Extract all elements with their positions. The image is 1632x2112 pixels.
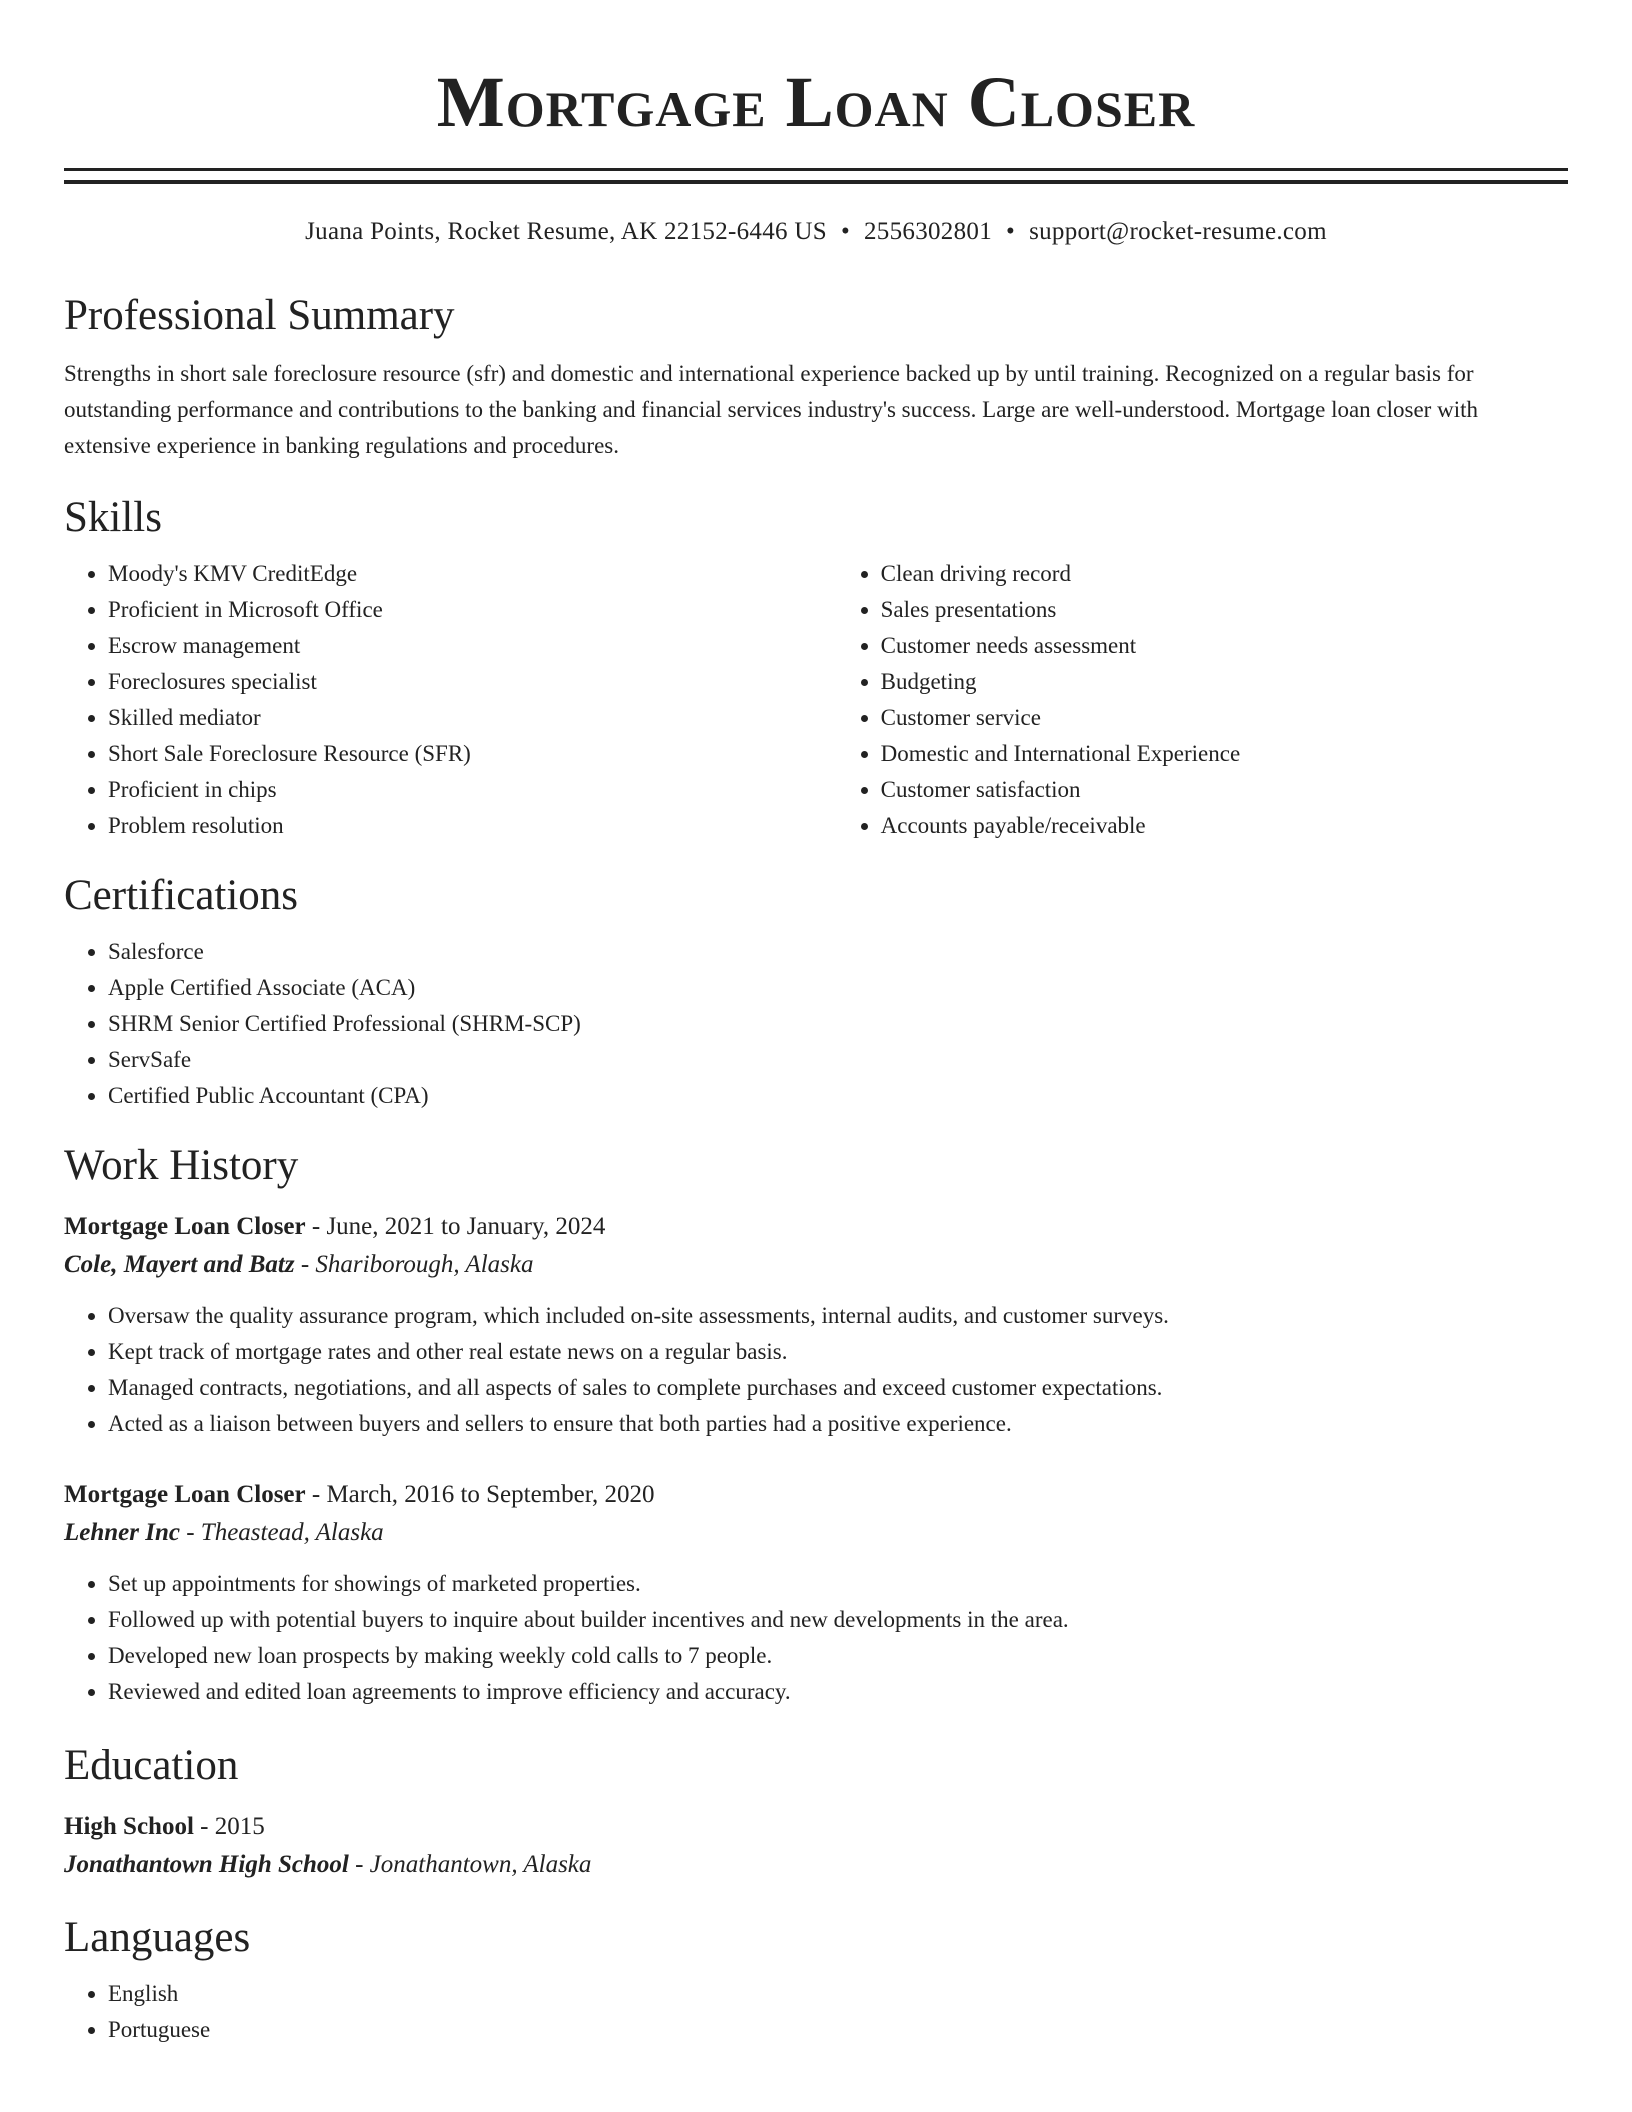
skill-item: • Customer satisfaction (881, 772, 1568, 808)
company-name: Lehner Inc (64, 1519, 180, 1546)
contact-separator: • (1006, 218, 1016, 245)
skill-item: • Foreclosures specialist (108, 664, 837, 700)
skill-item: • Skilled mediator (108, 700, 837, 736)
job-bullet: • Managed contracts, negotiations, and all aspects of sales to complete purchases and exceed customer expectations. (108, 1370, 1568, 1406)
skills-columns (64, 556, 1568, 844)
skills-list-right (837, 556, 1568, 844)
certifications-heading: Certifications (64, 872, 299, 919)
skill-item: • Problem resolution (108, 808, 837, 844)
job-bullets (64, 1566, 1568, 1710)
company-name: Cole, Mayert and Batz (64, 1251, 295, 1278)
job-bullet: • Reviewed and edited loan agreements to improve efficiency and accuracy. (108, 1674, 1568, 1710)
contact-email: support@rocket-resume.com (1029, 218, 1327, 245)
job-title-line (64, 1208, 1568, 1246)
languages-list (64, 1976, 1568, 2048)
skill-item: • Moody's KMV CreditEdge (108, 556, 837, 592)
job-bullet: • Followed up with potential buyers to inquire about builder incentives and new developments in the area. (108, 1602, 1568, 1638)
school-name: Jonathantown High School (64, 1851, 349, 1878)
skill-item: • Customer needs assessment (881, 628, 1568, 664)
job-title: Mortgage Loan Closer (64, 1481, 306, 1508)
graduation-year: - 2015 (193, 1813, 265, 1840)
education-section (64, 1738, 1568, 1884)
summary-section (64, 288, 1568, 464)
job-dates: - March, 2016 to September, 2020 (305, 1481, 655, 1508)
language-item: • Portuguese (108, 2012, 1568, 2048)
summary-text: Strengths in short sale foreclosure resource (sfr) and domestic and international experience backed up by until training. Recognized on a regular basis for outstanding performance and contributions to the banking and financial services industry's success. Large are well-understood. Mortgage loan closer with extensive experience in banking regulations and procedures. (64, 361, 1478, 458)
company-location: - Shariborough, Alaska (294, 1251, 534, 1278)
skill-item: • Proficient in Microsoft Office (108, 592, 837, 628)
languages-section (64, 1910, 1568, 2048)
company-line (64, 1514, 1568, 1552)
skills-list-left (64, 556, 837, 844)
skill-item: • Customer service (881, 700, 1568, 736)
degree-line (64, 1808, 1568, 1846)
job-title-line (64, 1476, 1568, 1514)
certification-item: • ServSafe (108, 1042, 1568, 1078)
contact-address: Juana Points, Rocket Resume, AK 22152-6446 US (305, 218, 827, 245)
skill-item: • Short Sale Foreclosure Resource (SFR) (108, 736, 837, 772)
certification-item: • Apple Certified Associate (ACA) (108, 970, 1568, 1006)
certification-item: • Salesforce (108, 934, 1568, 970)
school-line (64, 1846, 1568, 1884)
work-history-heading: Work History (64, 1142, 299, 1189)
skill-item: • Domestic and International Experience (881, 736, 1568, 772)
language-item: • English (108, 1976, 1568, 2012)
skill-item: • Escrow management (108, 628, 837, 664)
education-heading: Education (64, 1742, 239, 1789)
certifications-list (64, 934, 1568, 1114)
certification-item: • SHRM Senior Certified Professional (SHRM-SCP) (108, 1006, 1568, 1042)
job-bullet: • Oversaw the quality assurance program, which included on-site assessments, internal audits, and customer surveys. (108, 1298, 1568, 1334)
contact-phone: 2556302801 (864, 218, 992, 245)
contact-separator: • (840, 218, 850, 245)
job-bullet: • Acted as a liaison between buyers and sellers to ensure that both parties had a positive experience. (108, 1406, 1568, 1442)
skills-section (64, 490, 1568, 844)
company-line (64, 1246, 1568, 1284)
certification-item: • Certified Public Accountant (CPA) (108, 1078, 1568, 1114)
job-entry (64, 1208, 1568, 1442)
education-entry (64, 1808, 1568, 1884)
job-title: Mortgage Loan Closer (64, 1213, 306, 1240)
company-location: - Theastead, Alaska (179, 1519, 384, 1546)
degree: High School (64, 1813, 194, 1840)
certifications-section (64, 868, 1568, 1114)
skill-item: • Sales presentations (881, 592, 1568, 628)
work-history-section (64, 1138, 1568, 1710)
resume-name: Mortgage Loan Closer (436, 62, 1196, 142)
summary-heading: Professional Summary (64, 292, 455, 339)
job-bullet: • Kept track of mortgage rates and other real estate news on a regular basis. (108, 1334, 1568, 1370)
skill-item: • Accounts payable/receivable (881, 808, 1568, 844)
header-divider (64, 168, 1568, 184)
skill-item: • Clean driving record (881, 556, 1568, 592)
job-bullet: • Set up appointments for showings of marketed properties. (108, 1566, 1568, 1602)
job-entry (64, 1476, 1568, 1710)
skill-item: • Proficient in chips (108, 772, 837, 808)
job-bullet: • Developed new loan prospects by making weekly cold calls to 7 people. (108, 1638, 1568, 1674)
contact-line (64, 214, 1568, 250)
job-dates: - June, 2021 to January, 2024 (305, 1213, 606, 1240)
skills-heading: Skills (64, 494, 162, 541)
job-bullets (64, 1298, 1568, 1442)
languages-heading: Languages (64, 1914, 251, 1961)
skill-item: • Budgeting (881, 664, 1568, 700)
school-location: - Jonathantown, Alaska (348, 1851, 592, 1878)
